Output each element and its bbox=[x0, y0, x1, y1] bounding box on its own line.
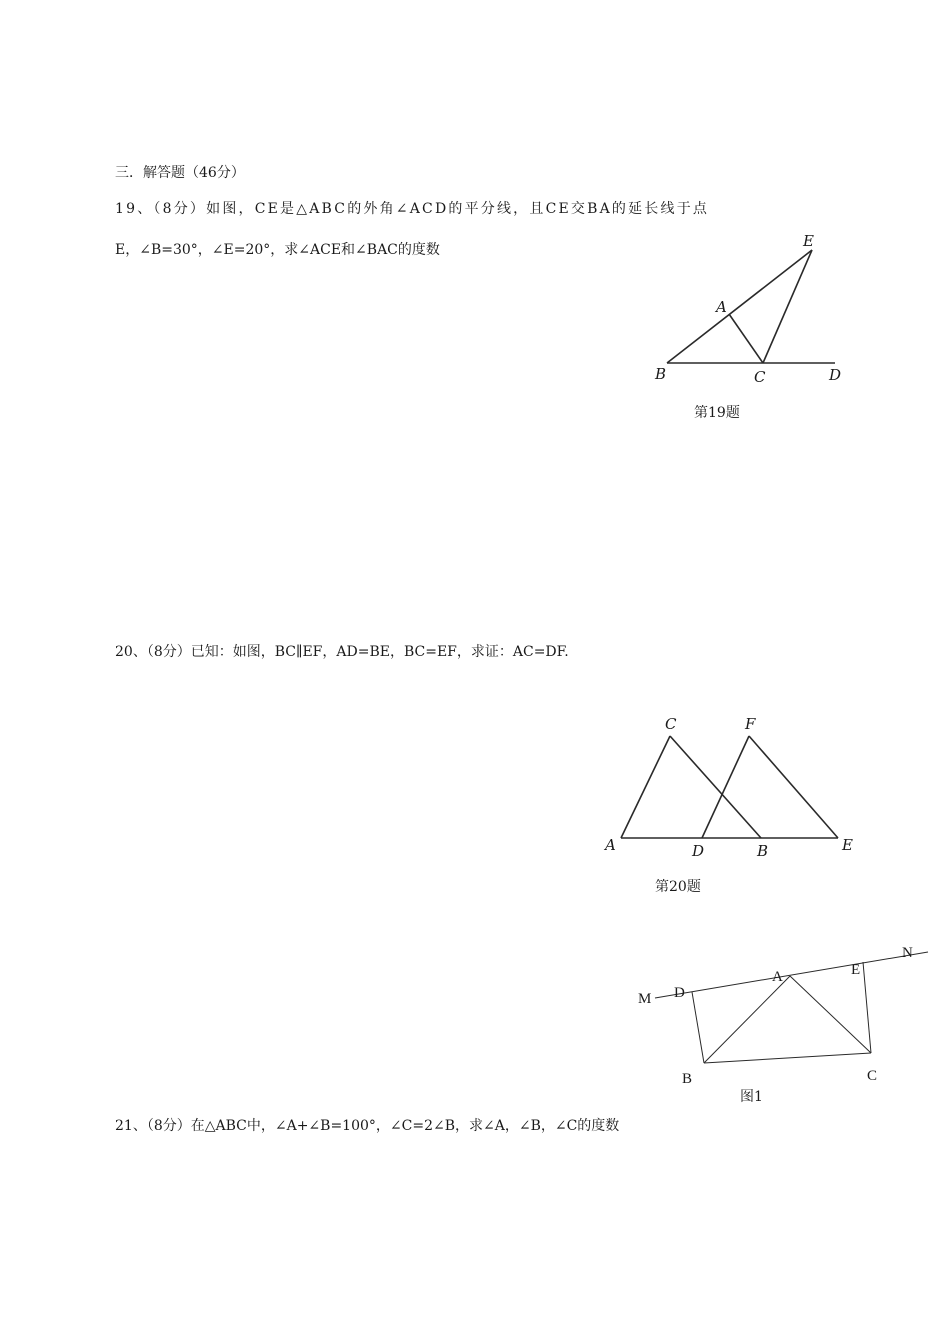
figure-1 bbox=[655, 952, 928, 1063]
fig1-label-e: E bbox=[851, 962, 861, 978]
fig20-label-b: B bbox=[757, 842, 769, 860]
question-19-line-1: 19、（8分）如图，CE是△ABC的外角∠ACD的平分线，且CE交BA的延长线于点 bbox=[115, 201, 710, 217]
fig19-label-b: B bbox=[655, 365, 667, 383]
fig19-line-be bbox=[667, 250, 812, 363]
fig20-line-fe bbox=[749, 736, 838, 838]
fig20-line-ac bbox=[621, 736, 670, 838]
fig1-line-mn bbox=[655, 952, 928, 998]
fig20-caption: 第20题 bbox=[655, 879, 701, 895]
fig1-label-m: M bbox=[638, 991, 652, 1007]
fig20-label-e: E bbox=[842, 836, 853, 854]
fig19-caption: 第19题 bbox=[694, 405, 740, 421]
fig19-line-ce bbox=[763, 250, 812, 363]
fig1-caption: 图1 bbox=[740, 1089, 763, 1105]
fig20-line-cb bbox=[670, 736, 761, 838]
fig1-line-ac bbox=[790, 976, 871, 1053]
fig19-label-d: D bbox=[829, 366, 842, 384]
question-21-text: 21、（8分）在△ABC中，∠A+∠B=100°，∠C=2∠B，求∠A，∠B，∠C的度数 bbox=[115, 1118, 620, 1134]
fig1-line-ba bbox=[704, 976, 790, 1063]
fig1-label-a: A bbox=[772, 969, 783, 985]
fig20-line-df bbox=[702, 736, 749, 838]
fig1-label-d: D bbox=[674, 985, 685, 1001]
fig20-label-d: D bbox=[692, 842, 705, 860]
fig1-line-ec bbox=[863, 962, 871, 1053]
figure-20 bbox=[621, 736, 838, 838]
fig19-label-e: E bbox=[803, 232, 814, 250]
fig1-label-n: N bbox=[902, 945, 913, 961]
fig1-label-b: B bbox=[682, 1071, 693, 1087]
fig20-label-c: C bbox=[665, 715, 677, 733]
fig19-label-a: A bbox=[716, 298, 727, 316]
fig19-line-ac bbox=[729, 314, 763, 363]
figure-19 bbox=[667, 250, 835, 363]
fig20-label-a: A bbox=[605, 836, 616, 854]
fig19-label-c: C bbox=[754, 368, 766, 386]
fig1-line-db bbox=[692, 992, 704, 1063]
fig1-line-bc bbox=[704, 1053, 871, 1063]
fig1-label-c: C bbox=[867, 1068, 878, 1084]
question-19-line-2: E，∠B=30°，∠E=20°，求∠ACE和∠BAC的度数 bbox=[115, 242, 440, 258]
question-20-text: 20、（8分）已知：如图，BC∥EF，AD=BE，BC=EF，求证：AC=DF. bbox=[115, 644, 569, 660]
fig20-label-f: F bbox=[745, 715, 756, 733]
section-heading: 三．解答题（46分） bbox=[115, 165, 245, 181]
